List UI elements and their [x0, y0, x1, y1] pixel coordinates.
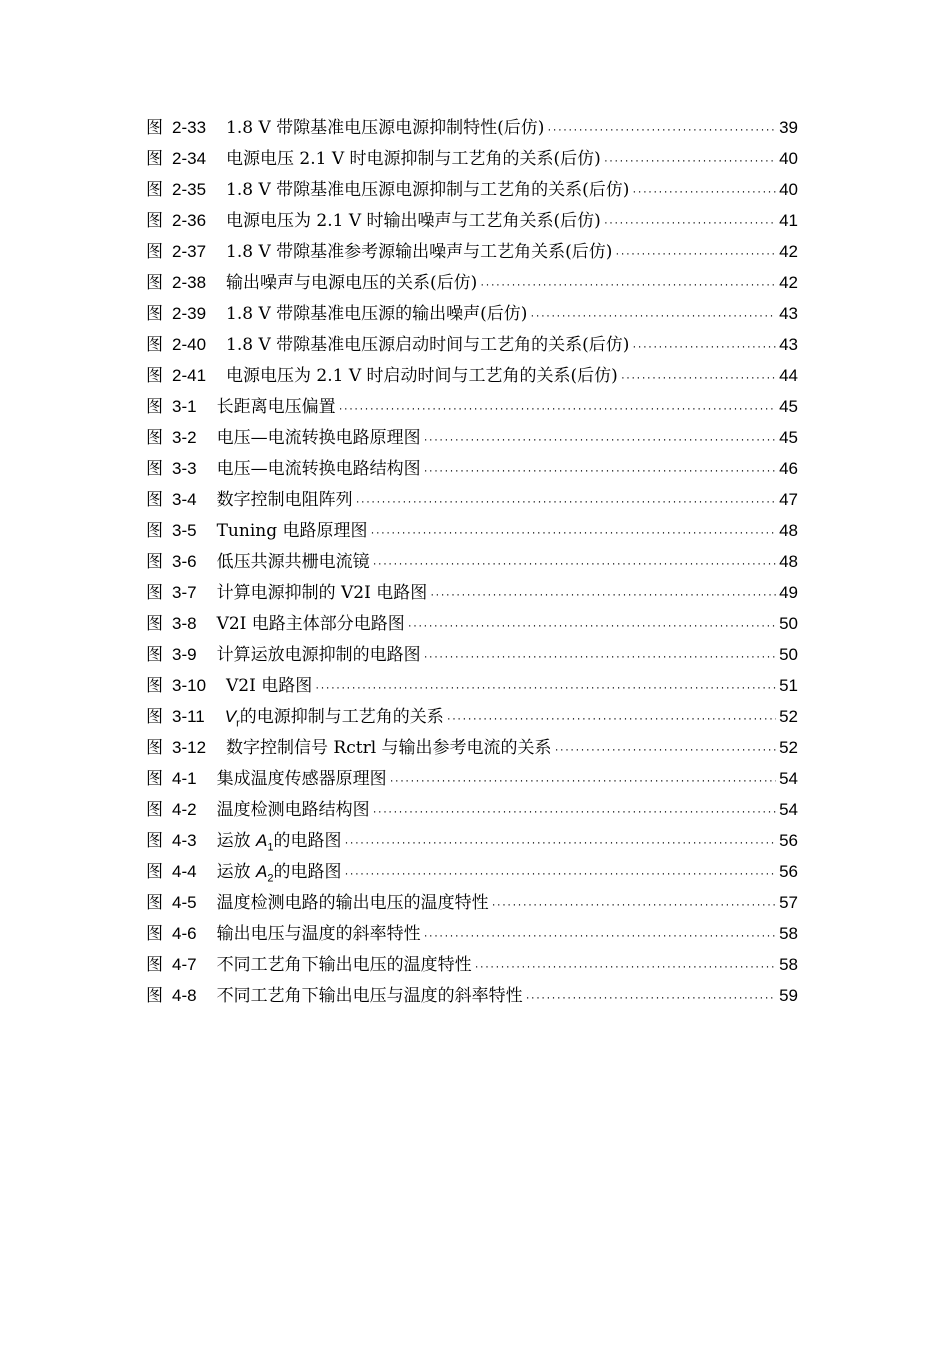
figure-title-text: 不同工艺角下输出电压与温度的斜率特性: [216, 986, 523, 1006]
figure-number: 4-7: [172, 955, 197, 974]
figure-title: [226, 299, 527, 330]
figure-label: 图: [146, 304, 163, 324]
toc-entry[interactable]: [146, 143, 798, 174]
page-number: 54: [779, 800, 798, 819]
toc-entry[interactable]: [146, 577, 798, 608]
figure-title: [217, 825, 342, 857]
page-number: 51: [779, 676, 798, 695]
toc-entry[interactable]: [146, 453, 798, 484]
dot-leader: [547, 114, 776, 145]
figure-title-text: 1.8 V 带隙基准电压源的输出噪声(后仿): [226, 304, 528, 324]
figure-title-text: 的电源抑制与工艺角的关系: [239, 707, 444, 727]
page-number: 58: [779, 924, 798, 943]
figure-title: [226, 175, 629, 206]
figure-number: 2-33: [172, 118, 207, 137]
page-number: 56: [779, 831, 798, 850]
toc-entry[interactable]: [146, 949, 798, 980]
figure-title: [226, 113, 544, 144]
figure-title: [226, 206, 601, 237]
figure-title: [217, 888, 489, 919]
page-number: 43: [779, 304, 798, 323]
figure-title-text: 温度检测电路结构图: [216, 800, 370, 820]
figure-title: [226, 144, 601, 175]
dot-leader: [632, 331, 776, 362]
dot-leader: [604, 207, 776, 238]
figure-title: [226, 733, 552, 764]
page-number: 46: [779, 459, 798, 478]
dot-leader: [339, 393, 777, 424]
dot-leader: [430, 579, 776, 610]
toc-entry[interactable]: [146, 732, 798, 763]
dot-leader: [315, 672, 776, 703]
math-subscript: r: [236, 717, 240, 730]
toc-entry[interactable]: [146, 267, 798, 298]
figure-number: 3-2: [172, 428, 197, 447]
figure-number: 4-6: [172, 924, 197, 943]
dot-leader: [530, 300, 776, 331]
page-number: 50: [779, 645, 798, 664]
toc-entry[interactable]: [146, 422, 798, 453]
toc-entry[interactable]: [146, 794, 798, 825]
page-number: 44: [779, 366, 798, 385]
figure-label: 图: [146, 273, 163, 293]
figure-title-text: 计算电源抑制的 V2I 电路图: [216, 583, 428, 603]
figure-label: 图: [146, 366, 163, 386]
dot-leader: [390, 765, 777, 796]
figure-title-text: Tuning 电路原理图: [216, 521, 368, 541]
dot-leader: [447, 703, 776, 734]
figure-label: 图: [146, 924, 163, 944]
page-number: 40: [779, 149, 798, 168]
dot-leader: [475, 951, 777, 982]
figure-label: 图: [146, 490, 163, 510]
page-number: 41: [779, 211, 798, 230]
figure-title-text: 1.8 V 带隙基准参考源输出噪声与工艺角关系(后仿): [226, 242, 613, 262]
figure-number: 3-4: [172, 490, 197, 509]
figure-label: 图: [146, 149, 163, 169]
figure-label: 图: [146, 521, 163, 541]
figure-number: 4-8: [172, 986, 197, 1005]
toc-entry[interactable]: [146, 546, 798, 577]
figure-title-text: 1.8 V 带隙基准电压源电源抑制与工艺角的关系(后仿): [226, 180, 630, 200]
figure-label: 图: [146, 242, 163, 262]
figure-title-text: 数字控制信号 Rctrl 与输出参考电流的关系: [226, 738, 552, 758]
figure-title-text: 长距离电压偏置: [216, 397, 336, 417]
figure-number: 2-37: [172, 242, 207, 261]
page-number: 47: [779, 490, 798, 509]
figure-title-text: 不同工艺角下输出电压的温度特性: [216, 955, 472, 975]
dot-leader: [615, 238, 776, 269]
figure-number: 3-9: [172, 645, 197, 664]
figure-title: [217, 609, 405, 640]
figure-title: [225, 701, 444, 733]
dot-leader: [424, 455, 777, 486]
figure-number: 3-5: [172, 521, 197, 540]
figure-title: [217, 578, 428, 609]
figure-title-text: 电压—电流转换电路结构图: [216, 459, 421, 479]
toc-entry[interactable]: [146, 701, 798, 732]
figure-number: 2-40: [172, 335, 207, 354]
figure-label: 图: [146, 428, 163, 448]
figure-title: [226, 268, 477, 299]
dot-leader: [356, 486, 777, 517]
figure-label: 图: [146, 862, 163, 882]
page-number: 52: [779, 707, 798, 726]
dot-leader: [424, 424, 777, 455]
toc-entry[interactable]: [146, 887, 798, 918]
figure-label: 图: [146, 583, 163, 603]
figure-title-text: 电源电压为 2.1 V 时启动时间与工艺角的关系(后仿): [226, 366, 618, 386]
toc-entry[interactable]: [146, 980, 798, 1011]
dot-leader: [526, 982, 777, 1013]
list-of-figures: [146, 112, 798, 1011]
figure-label: 图: [146, 645, 163, 665]
figure-label: 图: [146, 676, 163, 696]
figure-title-text: 输出电压与温度的斜率特性: [216, 924, 421, 944]
figure-label: 图: [146, 211, 163, 231]
figure-label: 图: [146, 335, 163, 355]
figure-number: 2-35: [172, 180, 207, 199]
dot-leader: [373, 548, 777, 579]
figure-title-text: 计算运放电源抑制的电路图: [216, 645, 421, 665]
figure-number: 3-11: [172, 707, 205, 726]
toc-entry[interactable]: [146, 298, 798, 329]
toc-entry[interactable]: [146, 205, 798, 236]
figure-label: 图: [146, 459, 163, 479]
toc-entry[interactable]: [146, 329, 798, 360]
dot-leader: [604, 145, 776, 176]
figure-label: 图: [146, 552, 163, 572]
figure-label: 图: [146, 769, 163, 789]
toc-entry[interactable]: [146, 825, 798, 856]
dot-leader: [480, 269, 776, 300]
toc-entry[interactable]: [146, 174, 798, 205]
page-number: 59: [779, 986, 798, 1005]
figure-label: 图: [146, 831, 163, 851]
math-subscript: 2: [267, 872, 274, 885]
figure-label: 图: [146, 614, 163, 634]
figure-label: 图: [146, 707, 163, 727]
figure-number: 3-8: [172, 614, 197, 633]
figure-label: 图: [146, 800, 163, 820]
dot-leader: [371, 517, 777, 548]
figure-title-text: 低压共源共栅电流镜: [216, 552, 370, 572]
figure-title-text: 1.8 V 带隙基准电压源电源抑制特性(后仿): [226, 118, 545, 138]
figure-title: [217, 454, 421, 485]
figure-title-text: 输出噪声与电源电压的关系(后仿): [226, 273, 478, 293]
figure-label: 图: [146, 986, 163, 1006]
figure-title-text: 温度检测电路的输出电压的温度特性: [216, 893, 489, 913]
page-number: 43: [779, 335, 798, 354]
figure-label: 图: [146, 118, 163, 138]
dot-leader: [632, 176, 776, 207]
figure-title-text: 的电路图: [273, 831, 342, 851]
dot-leader: [492, 889, 777, 920]
figure-number: 3-7: [172, 583, 197, 602]
figure-number: 2-36: [172, 211, 207, 230]
figure-title: [217, 856, 342, 888]
page-number: 50: [779, 614, 798, 633]
figure-number: 2-41: [172, 366, 207, 385]
figure-number: 4-3: [172, 831, 197, 850]
dot-leader: [424, 641, 777, 672]
toc-entry[interactable]: [146, 236, 798, 267]
figure-label: 图: [146, 893, 163, 913]
page-number: 52: [779, 738, 798, 757]
dot-leader: [424, 920, 777, 951]
dot-leader: [408, 610, 776, 641]
math-variable: V: [224, 707, 237, 726]
page-number: 45: [779, 397, 798, 416]
figure-title: [217, 392, 336, 423]
math-variable: A: [255, 831, 268, 850]
toc-entry[interactable]: [146, 391, 798, 422]
figure-number: 2-38: [172, 273, 207, 292]
figure-number: 3-12: [172, 738, 207, 757]
figure-title-prefix: 运放: [216, 831, 251, 851]
figure-title: [217, 950, 472, 981]
figure-title-text: V2I 电路主体部分电路图: [216, 614, 405, 634]
toc-entry[interactable]: [146, 763, 798, 794]
figure-title-text: 1.8 V 带隙基准电压源启动时间与工艺角的关系(后仿): [226, 335, 630, 355]
figure-title-text: 集成温度传感器原理图: [216, 769, 387, 789]
figure-title: [226, 330, 629, 361]
figure-title: [226, 671, 312, 702]
figure-title-prefix: 运放: [216, 862, 251, 882]
figure-label: 图: [146, 955, 163, 975]
figure-title-text: V2I 电路图: [226, 676, 313, 696]
figure-number: 4-5: [172, 893, 197, 912]
figure-title: [226, 361, 618, 392]
toc-entry[interactable]: [146, 670, 798, 701]
toc-entry[interactable]: [146, 639, 798, 670]
figure-title: [217, 485, 353, 516]
figure-title: [217, 423, 421, 454]
page-number: 48: [779, 552, 798, 571]
figure-title: [217, 764, 387, 795]
math-variable: A: [255, 862, 268, 881]
page-number: 42: [779, 242, 798, 261]
page-number: 45: [779, 428, 798, 447]
figure-number: 2-34: [172, 149, 207, 168]
page-number: 56: [779, 862, 798, 881]
toc-entry[interactable]: [146, 856, 798, 887]
figure-title: [217, 516, 368, 547]
figure-title-text: 电源电压 2.1 V 时电源抑制与工艺角的关系(后仿): [226, 149, 601, 169]
page-number: 54: [779, 769, 798, 788]
math-subscript: 1: [267, 841, 274, 854]
figure-number: 3-6: [172, 552, 197, 571]
page-number: 49: [779, 583, 798, 602]
dot-leader: [344, 858, 776, 889]
toc-entry[interactable]: [146, 112, 798, 143]
toc-entry[interactable]: [146, 484, 798, 515]
dot-leader: [555, 734, 777, 765]
figure-number: 4-1: [172, 769, 197, 788]
page-number: 58: [779, 955, 798, 974]
figure-number: 3-1: [172, 397, 197, 416]
page-number: 42: [779, 273, 798, 292]
page-number: 48: [779, 521, 798, 540]
figure-title: [217, 919, 421, 950]
dot-leader: [621, 362, 776, 393]
figure-label: 图: [146, 397, 163, 417]
figure-title-text: 数字控制电阻阵列: [216, 490, 353, 510]
figure-number: 3-10: [172, 676, 207, 695]
page-number: 57: [779, 893, 798, 912]
figure-label: 图: [146, 180, 163, 200]
figure-title-text: 电压—电流转换电路原理图: [216, 428, 421, 448]
toc-entry[interactable]: [146, 515, 798, 546]
figure-title: [217, 547, 370, 578]
figure-number: 4-4: [172, 862, 197, 881]
toc-entry[interactable]: [146, 918, 798, 949]
toc-entry[interactable]: [146, 608, 798, 639]
figure-title: [217, 981, 523, 1012]
figure-title: [226, 237, 612, 268]
figure-title-text: 的电路图: [273, 862, 342, 882]
figure-label: 图: [146, 738, 163, 758]
figure-title: [217, 640, 421, 671]
page-number: 39: [779, 118, 798, 137]
page-number: 40: [779, 180, 798, 199]
figure-title-text: 电源电压为 2.1 V 时输出噪声与工艺角关系(后仿): [226, 211, 601, 231]
figure-title: [217, 795, 370, 826]
toc-entry[interactable]: [146, 360, 798, 391]
figure-number: 3-3: [172, 459, 197, 478]
dot-leader: [373, 796, 777, 827]
figure-number: 4-2: [172, 800, 197, 819]
dot-leader: [344, 827, 776, 858]
figure-number: 2-39: [172, 304, 207, 323]
